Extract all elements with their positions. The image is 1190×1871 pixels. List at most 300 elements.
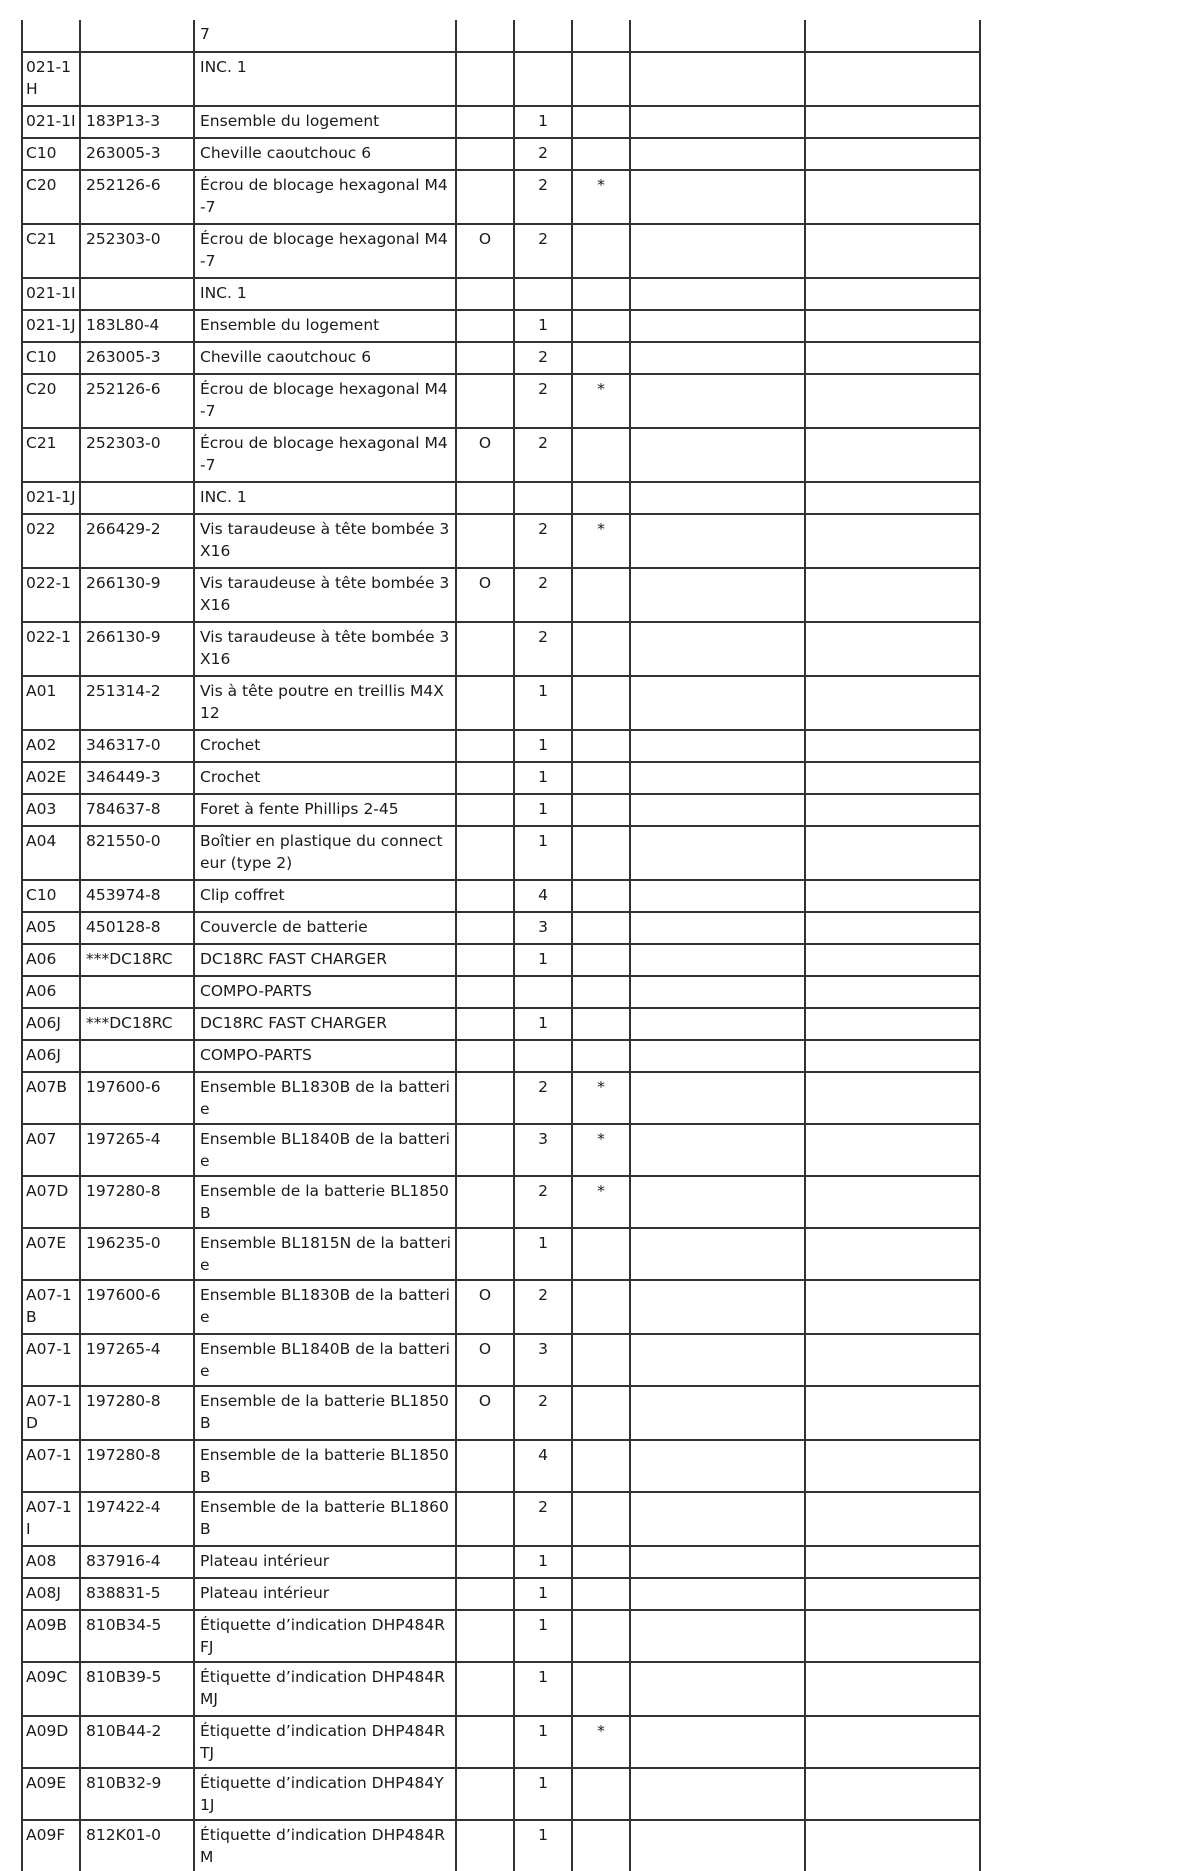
table-row xyxy=(22,310,980,342)
note-mark-cell xyxy=(572,1662,630,1716)
quantity-cell: 2 xyxy=(514,1492,572,1546)
quantity-cell: 2 xyxy=(514,514,572,568)
part-number-cell xyxy=(80,20,194,52)
blank-cell xyxy=(805,794,980,826)
option-cell xyxy=(456,1768,514,1820)
blank-cell xyxy=(805,912,980,944)
quantity-cell: 1 xyxy=(514,1716,572,1768)
blank-cell xyxy=(630,730,805,762)
table-row xyxy=(22,428,980,482)
blank-cell xyxy=(805,52,980,106)
blank-cell xyxy=(630,1072,805,1124)
option-cell xyxy=(456,138,514,170)
blank-cell xyxy=(630,1610,805,1662)
quantity-cell xyxy=(514,482,572,514)
description-cell: Boîtier en plastique du connecteur (type 2) xyxy=(194,826,456,880)
note-mark-cell xyxy=(572,1228,630,1280)
table-row xyxy=(22,1546,980,1578)
ref-no-cell: 021-1J xyxy=(22,310,80,342)
blank-cell xyxy=(805,1280,980,1334)
quantity-cell: 4 xyxy=(514,1440,572,1492)
blank-cell xyxy=(630,482,805,514)
blank-cell xyxy=(630,1280,805,1334)
description-cell: COMPO-PARTS xyxy=(194,976,456,1008)
note-mark-cell xyxy=(572,138,630,170)
blank-cell xyxy=(805,1440,980,1492)
quantity-cell: 1 xyxy=(514,762,572,794)
quantity-cell: 1 xyxy=(514,1546,572,1578)
part-number-cell: 784637-8 xyxy=(80,794,194,826)
note-mark-cell xyxy=(572,1008,630,1040)
blank-cell xyxy=(805,1228,980,1280)
blank-cell xyxy=(805,944,980,976)
quantity-cell: 2 xyxy=(514,138,572,170)
part-number-cell: 196235-0 xyxy=(80,1228,194,1280)
table-row xyxy=(22,1820,980,1871)
quantity-cell: 1 xyxy=(514,1578,572,1610)
description-cell: Crochet xyxy=(194,730,456,762)
option-cell xyxy=(456,514,514,568)
note-mark-cell: * xyxy=(572,1716,630,1768)
blank-cell xyxy=(630,1492,805,1546)
blank-cell xyxy=(630,944,805,976)
quantity-cell: 1 xyxy=(514,1768,572,1820)
table-row xyxy=(22,106,980,138)
part-number-cell: 263005-3 xyxy=(80,342,194,374)
blank-cell xyxy=(630,1334,805,1386)
quantity-cell xyxy=(514,20,572,52)
quantity-cell: 2 xyxy=(514,170,572,224)
quantity-cell: 1 xyxy=(514,1610,572,1662)
description-cell: Ensemble BL1830B de la batterie xyxy=(194,1280,456,1334)
blank-cell xyxy=(630,1578,805,1610)
note-mark-cell xyxy=(572,1820,630,1871)
table-row xyxy=(22,794,980,826)
table-row xyxy=(22,342,980,374)
ref-no-cell: 022-1 xyxy=(22,622,80,676)
blank-cell xyxy=(805,1176,980,1228)
quantity-cell: 1 xyxy=(514,944,572,976)
description-cell: COMPO-PARTS xyxy=(194,1040,456,1072)
part-number-cell: 197280-8 xyxy=(80,1176,194,1228)
description-cell: Écrou de blocage hexagonal M4-7 xyxy=(194,374,456,428)
blank-cell xyxy=(805,482,980,514)
note-mark-cell xyxy=(572,1280,630,1334)
note-mark-cell xyxy=(572,1334,630,1386)
ref-no-cell: A06 xyxy=(22,944,80,976)
quantity-cell: 3 xyxy=(514,912,572,944)
description-cell: Crochet xyxy=(194,762,456,794)
table-row xyxy=(22,1768,980,1820)
quantity-cell xyxy=(514,278,572,310)
table-row xyxy=(22,170,980,224)
note-mark-cell xyxy=(572,944,630,976)
note-mark-cell xyxy=(572,622,630,676)
blank-cell xyxy=(805,1124,980,1176)
blank-cell xyxy=(805,1546,980,1578)
description-cell: Étiquette d’indication DHP484Y1J xyxy=(194,1768,456,1820)
quantity-cell: 1 xyxy=(514,1228,572,1280)
option-cell xyxy=(456,1492,514,1546)
part-number-cell xyxy=(80,1040,194,1072)
part-number-cell: 266429-2 xyxy=(80,514,194,568)
quantity-cell xyxy=(514,976,572,1008)
note-mark-cell xyxy=(572,1492,630,1546)
description-cell: Ensemble de la batterie BL1850B xyxy=(194,1386,456,1440)
table-row xyxy=(22,1386,980,1440)
note-mark-cell xyxy=(572,912,630,944)
ref-no-cell: A09E xyxy=(22,1768,80,1820)
option-cell xyxy=(456,482,514,514)
quantity-cell: 3 xyxy=(514,1124,572,1176)
note-mark-cell xyxy=(572,310,630,342)
table-row xyxy=(22,138,980,170)
note-mark-cell xyxy=(572,730,630,762)
part-number-cell: 252126-6 xyxy=(80,170,194,224)
option-cell xyxy=(456,880,514,912)
note-mark-cell xyxy=(572,106,630,138)
note-mark-cell xyxy=(572,880,630,912)
ref-no-cell: A09F xyxy=(22,1820,80,1871)
part-number-cell: 810B44-2 xyxy=(80,1716,194,1768)
ref-no-cell: A06J xyxy=(22,1040,80,1072)
table-row xyxy=(22,20,980,52)
ref-no-cell: A02 xyxy=(22,730,80,762)
blank-cell xyxy=(630,1228,805,1280)
blank-cell xyxy=(630,1176,805,1228)
description-cell: Cheville caoutchouc 6 xyxy=(194,138,456,170)
note-mark-cell xyxy=(572,20,630,52)
note-mark-cell xyxy=(572,1578,630,1610)
ref-no-cell: C20 xyxy=(22,374,80,428)
blank-cell xyxy=(805,730,980,762)
option-cell xyxy=(456,1008,514,1040)
table-row xyxy=(22,514,980,568)
option-cell: O xyxy=(456,224,514,278)
ref-no-cell: 021-1I xyxy=(22,278,80,310)
description-cell: Étiquette d’indication DHP484RTJ xyxy=(194,1716,456,1768)
part-number-cell: 346449-3 xyxy=(80,762,194,794)
part-number-cell xyxy=(80,278,194,310)
note-mark-cell xyxy=(572,1386,630,1440)
ref-no-cell: A06 xyxy=(22,976,80,1008)
part-number-cell: 252303-0 xyxy=(80,224,194,278)
option-cell xyxy=(456,944,514,976)
quantity-cell: 2 xyxy=(514,342,572,374)
blank-cell xyxy=(805,1768,980,1820)
option-cell xyxy=(456,278,514,310)
blank-cell xyxy=(805,1662,980,1716)
option-cell xyxy=(456,1662,514,1716)
blank-cell xyxy=(630,1716,805,1768)
ref-no-cell: A03 xyxy=(22,794,80,826)
description-cell: Vis taraudeuse à tête bombée 3X16 xyxy=(194,622,456,676)
blank-cell xyxy=(805,826,980,880)
table-row xyxy=(22,1492,980,1546)
table-row xyxy=(22,1716,980,1768)
quantity-cell: 2 xyxy=(514,374,572,428)
note-mark-cell: * xyxy=(572,374,630,428)
blank-cell xyxy=(805,568,980,622)
blank-cell xyxy=(805,1008,980,1040)
description-cell: Vis taraudeuse à tête bombée 3X16 xyxy=(194,514,456,568)
option-cell xyxy=(456,1228,514,1280)
part-number-cell: 197600-6 xyxy=(80,1072,194,1124)
ref-no-cell: A07-1 xyxy=(22,1440,80,1492)
ref-no-cell: A07 xyxy=(22,1124,80,1176)
blank-cell xyxy=(805,1492,980,1546)
blank-cell xyxy=(805,1578,980,1610)
table-row xyxy=(22,1440,980,1492)
ref-no-cell: A07B xyxy=(22,1072,80,1124)
blank-cell xyxy=(630,676,805,730)
option-cell xyxy=(456,1440,514,1492)
description-cell: Ensemble du logement xyxy=(194,106,456,138)
option-cell: O xyxy=(456,428,514,482)
note-mark-cell xyxy=(572,342,630,374)
note-mark-cell: * xyxy=(572,514,630,568)
blank-cell xyxy=(805,622,980,676)
note-mark-cell: * xyxy=(572,1124,630,1176)
blank-cell xyxy=(630,20,805,52)
description-cell: Cheville caoutchouc 6 xyxy=(194,342,456,374)
blank-cell xyxy=(805,374,980,428)
blank-cell xyxy=(630,622,805,676)
description-cell: Écrou de blocage hexagonal M4-7 xyxy=(194,170,456,224)
note-mark-cell xyxy=(572,428,630,482)
table-row xyxy=(22,1610,980,1662)
part-number-cell xyxy=(80,52,194,106)
ref-no-cell: C20 xyxy=(22,170,80,224)
blank-cell xyxy=(630,1662,805,1716)
note-mark-cell xyxy=(572,1768,630,1820)
part-number-cell: 197422-4 xyxy=(80,1492,194,1546)
part-number-cell: 183P13-3 xyxy=(80,106,194,138)
table-row xyxy=(22,1280,980,1334)
option-cell: O xyxy=(456,568,514,622)
blank-cell xyxy=(630,1440,805,1492)
description-cell: 7 xyxy=(194,20,456,52)
option-cell xyxy=(456,762,514,794)
quantity-cell: 1 xyxy=(514,106,572,138)
description-cell: Étiquette d’indication DHP484RMJ xyxy=(194,1662,456,1716)
note-mark-cell xyxy=(572,976,630,1008)
ref-no-cell: C21 xyxy=(22,428,80,482)
option-cell xyxy=(456,1040,514,1072)
ref-no-cell: A07-1B xyxy=(22,1280,80,1334)
blank-cell xyxy=(805,1716,980,1768)
quantity-cell: 2 xyxy=(514,1176,572,1228)
table-row xyxy=(22,622,980,676)
table-row xyxy=(22,278,980,310)
blank-cell xyxy=(805,1386,980,1440)
option-cell xyxy=(456,1716,514,1768)
ref-no-cell: C21 xyxy=(22,224,80,278)
blank-cell xyxy=(805,1820,980,1871)
description-cell: INC. 1 xyxy=(194,52,456,106)
blank-cell xyxy=(805,676,980,730)
part-number-cell: 266130-9 xyxy=(80,568,194,622)
ref-no-cell: A02E xyxy=(22,762,80,794)
ref-no-cell: A08 xyxy=(22,1546,80,1578)
option-cell: O xyxy=(456,1386,514,1440)
blank-cell xyxy=(630,514,805,568)
part-number-cell: ***DC18RC xyxy=(80,944,194,976)
quantity-cell: 1 xyxy=(514,730,572,762)
blank-cell xyxy=(805,880,980,912)
part-number-cell: 197280-8 xyxy=(80,1440,194,1492)
part-number-cell: 450128-8 xyxy=(80,912,194,944)
note-mark-cell xyxy=(572,278,630,310)
option-cell xyxy=(456,622,514,676)
quantity-cell: 1 xyxy=(514,1008,572,1040)
part-number-cell: 810B34-5 xyxy=(80,1610,194,1662)
option-cell xyxy=(456,676,514,730)
blank-cell xyxy=(630,170,805,224)
option-cell xyxy=(456,1072,514,1124)
description-cell: Ensemble de la batterie BL1850B xyxy=(194,1440,456,1492)
description-cell: Ensemble du logement xyxy=(194,310,456,342)
table-row xyxy=(22,880,980,912)
quantity-cell: 2 xyxy=(514,1280,572,1334)
blank-cell xyxy=(805,342,980,374)
parts-list-body xyxy=(22,20,980,1871)
part-number-cell xyxy=(80,976,194,1008)
option-cell xyxy=(456,1124,514,1176)
description-cell: Vis taraudeuse à tête bombée 3X16 xyxy=(194,568,456,622)
note-mark-cell xyxy=(572,224,630,278)
blank-cell xyxy=(630,342,805,374)
blank-cell xyxy=(805,1072,980,1124)
note-mark-cell xyxy=(572,568,630,622)
part-number-cell: 266130-9 xyxy=(80,622,194,676)
blank-cell xyxy=(805,976,980,1008)
ref-no-cell: A07-1I xyxy=(22,1492,80,1546)
note-mark-cell xyxy=(572,1440,630,1492)
part-number-cell xyxy=(80,482,194,514)
option-cell xyxy=(456,52,514,106)
ref-no-cell: A07E xyxy=(22,1228,80,1280)
blank-cell xyxy=(630,762,805,794)
table-row xyxy=(22,762,980,794)
note-mark-cell xyxy=(572,762,630,794)
ref-no-cell: 021-1J xyxy=(22,482,80,514)
blank-cell xyxy=(805,1040,980,1072)
table-row xyxy=(22,1072,980,1124)
ref-no-cell xyxy=(22,20,80,52)
table-row xyxy=(22,1228,980,1280)
blank-cell xyxy=(805,514,980,568)
part-number-cell: 812K01-0 xyxy=(80,1820,194,1871)
blank-cell xyxy=(630,278,805,310)
quantity-cell: 3 xyxy=(514,1334,572,1386)
quantity-cell: 1 xyxy=(514,1820,572,1871)
option-cell xyxy=(456,976,514,1008)
part-number-cell: 252126-6 xyxy=(80,374,194,428)
description-cell: Écrou de blocage hexagonal M4-7 xyxy=(194,428,456,482)
quantity-cell: 1 xyxy=(514,1662,572,1716)
part-number-cell: 197280-8 xyxy=(80,1386,194,1440)
quantity-cell: 1 xyxy=(514,794,572,826)
blank-cell xyxy=(630,826,805,880)
option-cell xyxy=(456,20,514,52)
ref-no-cell: A08J xyxy=(22,1578,80,1610)
option-cell xyxy=(456,794,514,826)
table-row xyxy=(22,676,980,730)
option-cell xyxy=(456,170,514,224)
part-number-cell: 453974-8 xyxy=(80,880,194,912)
blank-cell xyxy=(805,1334,980,1386)
option-cell xyxy=(456,1546,514,1578)
blank-cell xyxy=(630,912,805,944)
note-mark-cell xyxy=(572,794,630,826)
description-cell: INC. 1 xyxy=(194,278,456,310)
option-cell xyxy=(456,342,514,374)
ref-no-cell: C10 xyxy=(22,880,80,912)
blank-cell xyxy=(630,106,805,138)
part-number-cell: 821550-0 xyxy=(80,826,194,880)
option-cell: O xyxy=(456,1280,514,1334)
blank-cell xyxy=(630,1386,805,1440)
ref-no-cell: C10 xyxy=(22,138,80,170)
quantity-cell: 2 xyxy=(514,1386,572,1440)
blank-cell xyxy=(805,762,980,794)
option-cell xyxy=(456,1610,514,1662)
quantity-cell: 2 xyxy=(514,428,572,482)
part-number-cell: ***DC18RC xyxy=(80,1008,194,1040)
quantity-cell: 2 xyxy=(514,224,572,278)
note-mark-cell xyxy=(572,52,630,106)
note-mark-cell xyxy=(572,826,630,880)
blank-cell xyxy=(805,106,980,138)
part-number-cell: 251314-2 xyxy=(80,676,194,730)
blank-cell xyxy=(630,138,805,170)
part-number-cell: 837916-4 xyxy=(80,1546,194,1578)
quantity-cell xyxy=(514,52,572,106)
part-number-cell: 838831-5 xyxy=(80,1578,194,1610)
blank-cell xyxy=(630,880,805,912)
table-row xyxy=(22,826,980,880)
blank-cell xyxy=(630,224,805,278)
ref-no-cell: A09B xyxy=(22,1610,80,1662)
note-mark-cell: * xyxy=(572,1072,630,1124)
table-row xyxy=(22,1662,980,1716)
blank-cell xyxy=(805,170,980,224)
description-cell: Ensemble BL1830B de la batterie xyxy=(194,1072,456,1124)
quantity-cell xyxy=(514,1040,572,1072)
option-cell xyxy=(456,912,514,944)
description-cell: Étiquette d’indication DHP484RFJ xyxy=(194,1610,456,1662)
description-cell: DC18RC FAST CHARGER xyxy=(194,1008,456,1040)
table-row xyxy=(22,52,980,106)
table-row xyxy=(22,912,980,944)
table-row xyxy=(22,1124,980,1176)
quantity-cell: 1 xyxy=(514,676,572,730)
blank-cell xyxy=(805,278,980,310)
part-number-cell: 346317-0 xyxy=(80,730,194,762)
ref-no-cell: A05 xyxy=(22,912,80,944)
table-row xyxy=(22,482,980,514)
blank-cell xyxy=(630,428,805,482)
ref-no-cell: 021-1H xyxy=(22,52,80,106)
ref-no-cell: A07-1D xyxy=(22,1386,80,1440)
quantity-cell: 2 xyxy=(514,622,572,676)
part-number-cell: 810B39-5 xyxy=(80,1662,194,1716)
description-cell: Ensemble de la batterie BL1850B xyxy=(194,1176,456,1228)
blank-cell xyxy=(630,310,805,342)
option-cell xyxy=(456,374,514,428)
ref-no-cell: 021-1I xyxy=(22,106,80,138)
